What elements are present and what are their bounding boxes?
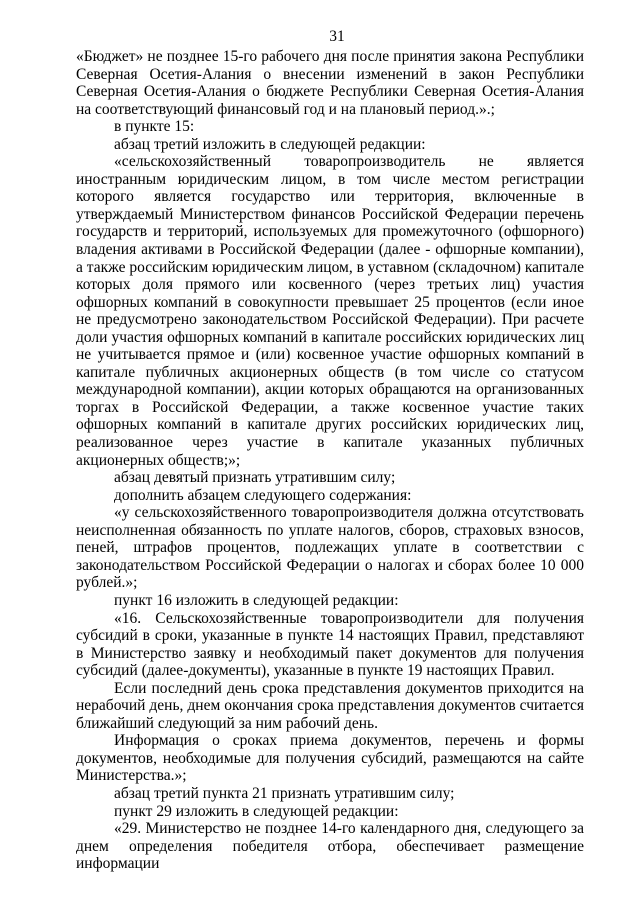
paragraph: абзац третий изложить в следующей редакции: <box>114 135 426 153</box>
paragraph: «29. Министерство не позднее 14-го календарного дня, следующего за днем определения победителя отбора, обеспечивает размещение информации <box>76 820 584 873</box>
paragraph: пункт 16 изложить в следующей редакции: <box>114 591 399 609</box>
paragraph: абзац девятый признать утратившим силу; <box>114 469 396 487</box>
document-body <box>76 48 584 873</box>
paragraph: «16. Сельскохозяйственные товаропроизводители для получения субсидий в сроки, указанные в пункте 14 настоящих Правил, представляют в Министерство заявку и необходимый пакет документов для получения субсидий (далее-документы), указанные в пункте 19 настоящих Правил. <box>76 609 584 680</box>
paragraph: «у сельскохозяйственного товаропроизводителя должна отсутствовать неисполненная обязанность по уплате налогов, сборов, страховых взносов, пеней, штрафов процентов, подлежащих уплате в соответствии с законодательством Российской Федерации о налогах и сборах более 10 000 рублей.»; <box>76 504 584 592</box>
paragraph: дополнить абзацем следующего содержания: <box>114 486 412 504</box>
paragraph: «сельскохозяйственный товаропроизводитель не является иностранным юридическим лицом, в том числе местом регистрации которого является государство или территория, включенные в утверждаемый Министерством финансов Российской Федерации перечень государств и территорий, используемых для промежуточного (офшорного) владения активами в Российской Федерации (далее - офшорные компании), а также российским юридическим лицом, в уставном (складочном) капитале которых доля прямого или косвенного (через третьих лиц) участия офшорных компаний в совокупности превышает 25 процентов (если иное не предусмотрено законодательством Российской Федерации). При расчете доли участия офшорных компаний в капитале российских юридических лиц не учитывается прямое и (или) косвенное участие офшорных компаний в капитале публичных акционерных обществ (в том числе со статусом международной компании), акции которых обращаются на организованных торгах в Российской Федерации, а также косвенное участие таких офшорных компаний в капитале других российских юридических лиц, реализованное через участие в капитале указанных публичных акционерных обществ;»; <box>76 153 584 469</box>
page-number: 31 <box>329 28 345 45</box>
document-page <box>76 28 584 873</box>
paragraph: «Бюджет» не позднее 15-го рабочего дня после принятия закона Республики Северная Осетия-Алания о внесении изменений в закон Республики Северная Осетия-Алания о бюджете Республики Северная Осетия-Алания на соответствующий финансовый год и на плановый период.».; <box>76 48 584 118</box>
paragraph: Если последний день срока представления документов приходится на нерабочий день, днем окончания срока представления документов считается ближайший следующий за ним рабочий день. <box>76 679 584 732</box>
paragraph: абзац третий пункта 21 признать утратившим силу; <box>114 784 455 802</box>
paragraph: Информация о сроках приема документов, перечень и формы документов, необходимые для получения субсидий, размещаются на сайте Министерства.»; <box>76 732 584 785</box>
paragraph: пункт 29 изложить в следующей редакции: <box>114 802 399 820</box>
paragraph: в пункте 15: <box>114 118 195 136</box>
